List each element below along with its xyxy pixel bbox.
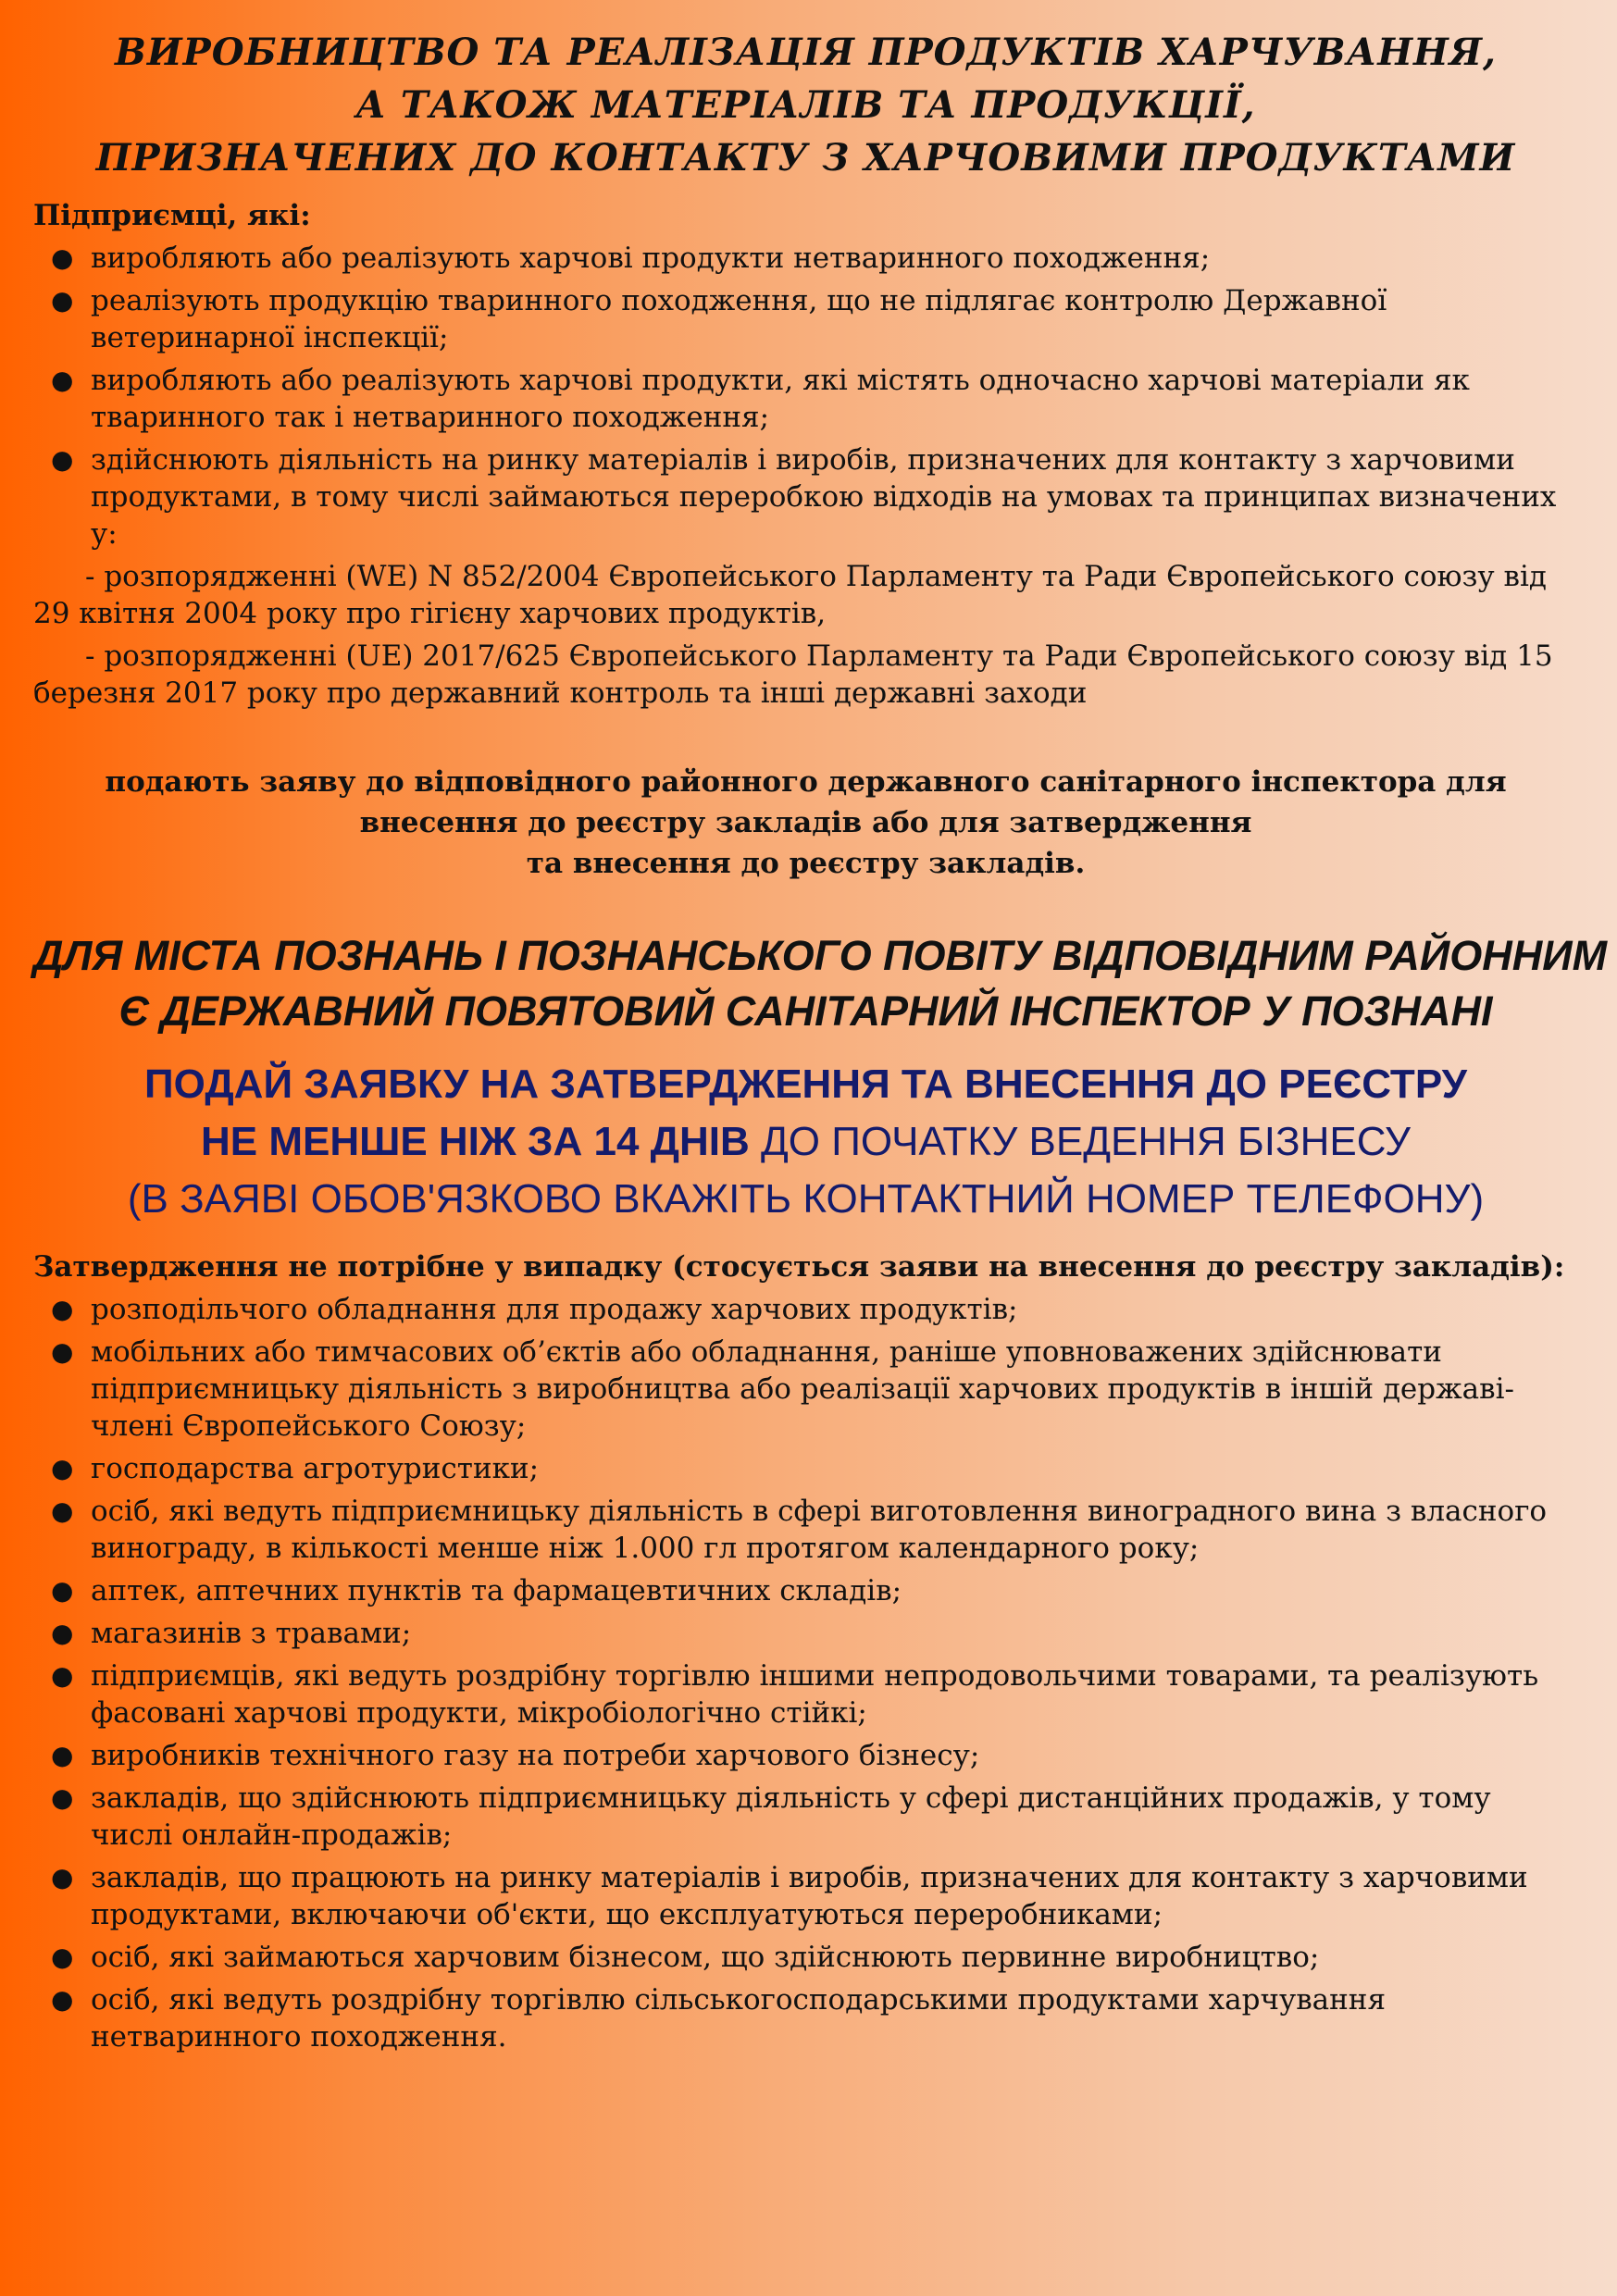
title-line: А ТАКОЖ МАТЕРІАЛІВ ТА ПРОДУКЦІЇ, <box>355 83 1256 127</box>
bullet-icon: ● <box>51 1453 74 1483</box>
list-item-text: осіб, які займаються харчовим бізнесом, що здійснюють первинне виробництво; <box>91 1941 1320 1974</box>
document-title <box>33 26 1578 184</box>
list-item <box>33 1780 1578 1854</box>
list-item <box>33 1981 1578 2055</box>
list-item-text: осіб, які ведуть роздрібну торгівлю сільськогосподарськими продуктами харчування нетваринного походження. <box>91 1983 1387 2054</box>
bullet-icon: ● <box>51 1496 74 1526</box>
apply-line <box>33 1113 1578 1171</box>
list-item <box>33 1334 1578 1445</box>
list-item <box>33 1291 1578 1328</box>
deadline-emphasis: НЕ МЕНШЕ НІЖ ЗА 14 ДНІВ <box>201 1119 750 1164</box>
entrepreneurs-lead: Підприємці, які: <box>33 199 311 232</box>
list-item-text: виробляють або реалізують харчові продукти, які містять одночасно харчові матеріали як тваринного так і нетваринного походження; <box>91 364 1470 434</box>
submit-line: подають заяву до відповідного районного державного санітарного інспектора для <box>105 765 1507 799</box>
list-item-text: магазинів з травами; <box>91 1617 412 1650</box>
bullet-icon: ● <box>51 1575 74 1606</box>
submit-line: внесення до реєстру закладів або для затвердження <box>359 806 1252 839</box>
list-item <box>33 1737 1578 1774</box>
bullet-icon: ● <box>51 1862 74 1893</box>
list-item-text: аптек, аптечних пунктів та фармацевтичних складів; <box>91 1574 902 1607</box>
bullet-icon: ● <box>51 1984 74 2015</box>
submit-line: та внесення до реєстру закладів. <box>526 847 1086 880</box>
list-item <box>33 1615 1578 1652</box>
list-item-text: господарства агротуристики; <box>91 1452 540 1485</box>
bullet-icon: ● <box>51 1660 74 1691</box>
regulation-text: - розпорядженні (UE) 2017/625 Європейського Парламенту та Ради Європейського союзу від 15 березня 2017 року про державний контроль та інші державні заходи <box>33 639 1553 710</box>
list-item <box>33 1939 1578 1976</box>
list-item-text: виробляють або реалізують харчові продукти нетваринного походження; <box>91 242 1211 275</box>
list-item-text: мобільних або тимчасових об’єктів або обладнання, раніше уповноважених здійснювати підприємницьку діяльність з виробництва або реалізації харчових продуктів в іншій державі-члені Європейського Союзу; <box>91 1335 1514 1443</box>
list-item-text: осіб, які ведуть підприємницьку діяльність в сфері виготовлення виноградного вина з власного винограду, в кількості менше ніж 1.000 гл протягом календарного року; <box>91 1495 1548 1565</box>
bullet-icon: ● <box>51 242 74 273</box>
city-line: Є ДЕРЖАВНИЙ ПОВЯТОВИЙ САНІТАРНИЙ ІНСПЕКТОР У ПОЗНАНІ <box>118 987 1493 1035</box>
apply-line: ПОДАЙ ЗАЯВКУ НА ЗАТВЕРДЖЕННЯ ТА ВНЕСЕННЯ ДО РЕЄСТРУ <box>144 1061 1467 1107</box>
bullet-icon: ● <box>51 365 74 395</box>
list-item-text: закладів, що здійснюють підприємницьку діяльність у сфері дистанційних продажів, у тому числі онлайн-продажів; <box>91 1781 1491 1852</box>
list-item-text: розподільчого обладнання для продажу харчових продуктів; <box>91 1293 1018 1326</box>
list-item <box>33 441 1578 552</box>
list-item-text: підприємців, які ведуть роздрібну торгівлю іншими непродовольчими товарами, та реалізують фасовані харчові продукти, мікробіологічно стійкі; <box>91 1659 1539 1730</box>
title-line: ПРИЗНАЧЕНИХ ДО КОНТАКТУ З ХАРЧОВИМИ ПРОДУКТАМИ <box>95 136 1516 180</box>
apply-line: (В ЗАЯВІ ОБОВ'ЯЗКОВО ВКАЖІТЬ КОНТАКТНИЙ НОМЕР ТЕЛЕФОНУ) <box>127 1176 1485 1222</box>
regulation-text: - розпорядженні (WE) N 852/2004 Європейського Парламенту та Ради Європейського союзу від 29 квітня 2004 року про гігієну харчових продуктів, <box>33 560 1547 630</box>
list-item <box>33 282 1578 356</box>
entrepreneurs-section <box>33 197 1578 712</box>
bullet-icon: ● <box>51 1942 74 1972</box>
bullet-icon: ● <box>51 444 74 475</box>
list-item <box>33 1493 1578 1567</box>
list-item-text: здійснюють діяльність на ринку матеріалів і виробів, призначених для контакту з харчовими продуктами, в тому числі займаються переробкою відходів на умовах та принципах визначених у: <box>91 443 1557 551</box>
list-item <box>33 1657 1578 1731</box>
bullet-icon: ● <box>51 1782 74 1813</box>
list-item <box>33 362 1578 436</box>
entrepreneurs-list <box>33 240 1578 552</box>
deadline-rest: ДО ПОЧАТКУ ВЕДЕННЯ БІЗНЕСУ <box>749 1119 1411 1164</box>
exemptions-lead: Затвердження не потрібне у випадку (стосується заяви на внесення до реєстру закладів): <box>33 1250 1565 1284</box>
list-item <box>33 1572 1578 1609</box>
exemptions-section <box>33 1248 1578 2055</box>
title-line: ВИРОБНИЦТВО ТА РЕАЛІЗАЦІЯ ПРОДУКТІВ ХАРЧУВАННЯ, <box>115 31 1497 74</box>
bullet-icon: ● <box>51 1336 74 1367</box>
bullet-icon: ● <box>51 1294 74 1324</box>
bullet-icon: ● <box>51 1618 74 1648</box>
list-item <box>33 1859 1578 1933</box>
exemptions-list <box>33 1291 1578 2055</box>
city-line: ДЛЯ МІСТА ПОЗНАНЬ І ПОЗНАНСЬКОГО ПОВІТУ ВІДПОВІДНИМ РАЙОННИМ <box>33 932 1608 979</box>
bullet-icon: ● <box>51 285 74 316</box>
city-notice <box>33 928 1608 1039</box>
apply-notice <box>33 1056 1578 1228</box>
list-item-text: закладів, що працюють на ринку матеріалів і виробів, призначених для контакту з харчовими продуктами, включаючи об'єкти, що експлуатуються переробниками; <box>91 1861 1528 1931</box>
list-item-text: виробників технічного газу на потреби харчового бізнесу; <box>91 1739 980 1772</box>
bullet-icon: ● <box>51 1740 74 1770</box>
list-item <box>33 1450 1578 1487</box>
submit-notice <box>33 762 1578 884</box>
list-item <box>33 240 1578 277</box>
list-item-text: реалізують продукцію тваринного походження, що не підлягає контролю Державної ветеринарної інспекції; <box>91 284 1387 354</box>
